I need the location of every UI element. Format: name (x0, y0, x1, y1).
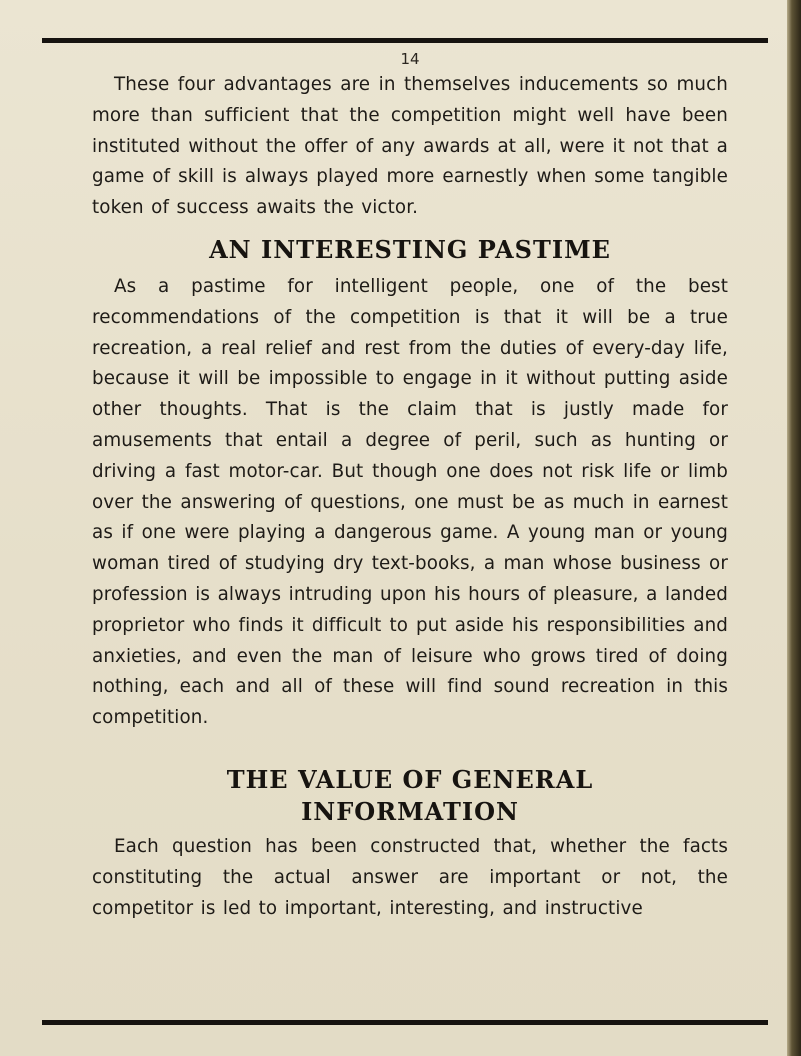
heading-interesting-pastime: AN INTERESTING PASTIME (209, 234, 611, 264)
heading-line-1: THE VALUE OF GENERAL (226, 764, 594, 794)
heading-line-2: INFORMATION (301, 796, 519, 826)
paragraph-pastime: As a pastime for intelligent people, one of the best recommendations of the competition is that it will be a true recreation, a real relief and rest from the duties of every-day life, because it will be impossible to engage in it without putting aside other thoughts. That is the claim that is justly made for amusements that entail a degree of peril, such as hunting or driving a fast motor-car. But though one does not risk life or limb over the answering of questions, one must be as much in earnest as if one were playing a dangerous game. A young man or young woman tired of studying dry text-books, a man whose business or profession is always intruding upon his hours of pleasure, a landed proprietor who finds it difficult to put aside his responsibilities and anxieties, and even the man of leisure who grows tired of doing nothing, each and all of these will find sound recreation in this competition. (92, 275, 728, 729)
page-content (92, 44, 728, 1016)
paragraph-advantages: These four advantages are in themselves inducements so much more than sufficient that the competition might well have been instituted without the offer of any awards at all, were it not that a game of skill is always played more earnestly when some tangible token of success awaits the victor. (92, 74, 728, 219)
top-rule (42, 38, 768, 43)
heading-general-information (92, 764, 728, 828)
binding-edge (787, 0, 801, 1056)
page-number: 14 (400, 50, 420, 68)
paragraph-questions: Each question has been constructed that, whether the facts constituting the actual answer are important or not, the competitor is led to important, interesting, and instructive (92, 835, 728, 919)
bottom-rule (42, 1020, 768, 1025)
